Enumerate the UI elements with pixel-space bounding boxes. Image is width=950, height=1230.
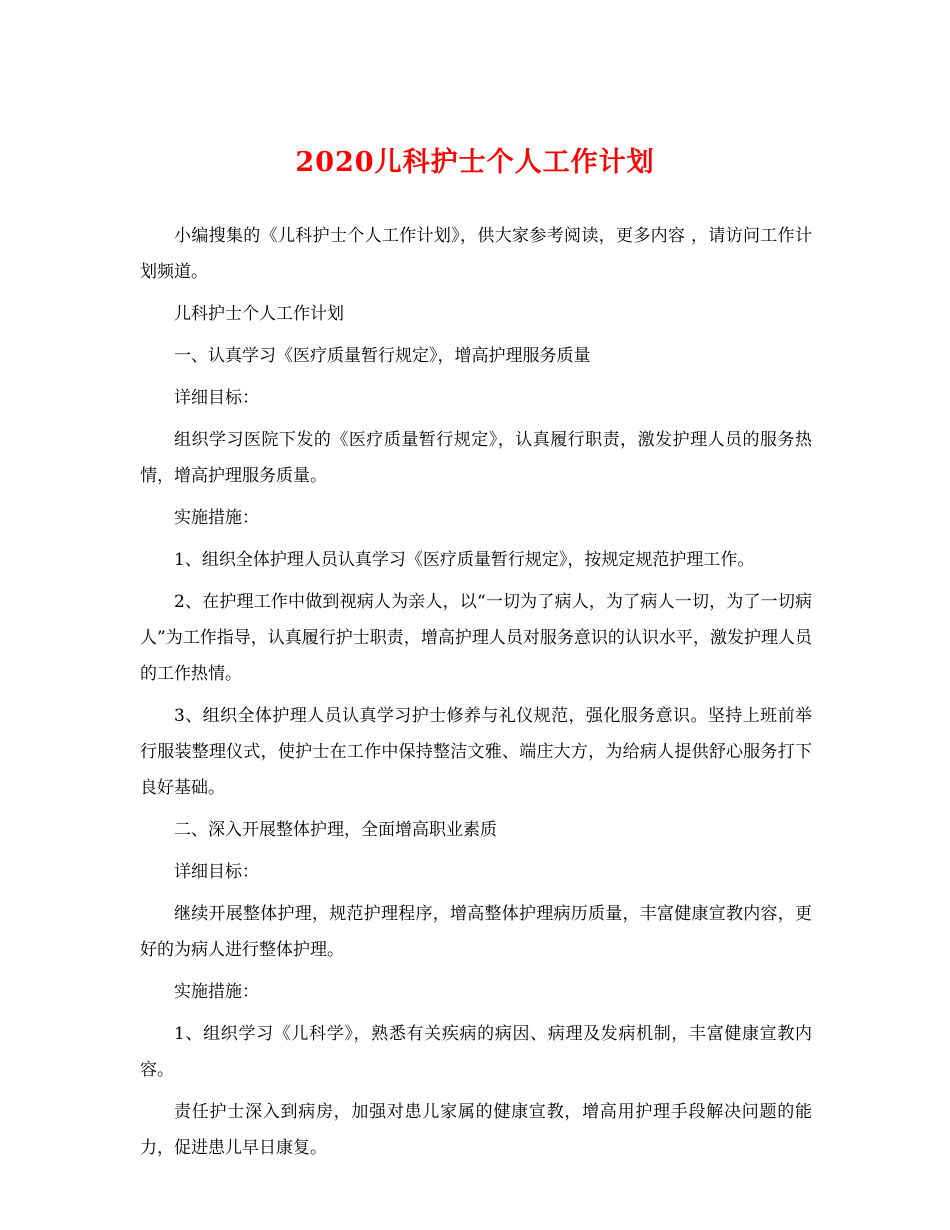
- goal-label-1: 详细目标：: [174, 388, 259, 408]
- measure-item-1-1: 1、组织全体护理人员认真学习《医疗质量暂行规定》，按规定规范护理工作。: [174, 550, 755, 570]
- measures-label-1: 实施措施：: [174, 508, 259, 528]
- section-heading-2: 二、深入开展整体护理，全面增高职业素质: [174, 820, 497, 840]
- measure-item-2-1: 1、组织学习《儿科学》，熟悉有关疾病的病因、病理及发病机制，丰富健康宣教内容。: [140, 1024, 812, 1080]
- section-heading-1: 一、认真学习《医疗质量暂行规定》，增高护理服务质量: [174, 346, 591, 366]
- measure-item-1-3: 3、组织全体护理人员认真学习护士修养与礼仪规范，强化服务意识。坚持上班前举行服装整理仪式，使护士在工作中保持整洁文雅、端庄大方，为给病人提供舒心服务打下良好基础。: [140, 706, 812, 798]
- closing-paragraph: 责任护士深入到病房，加强对患儿家属的健康宣教，增高用护理手段解决问题的能力，促进患儿早日康复。: [140, 1102, 812, 1158]
- intro-paragraph: 小编搜集的《儿科护士个人工作计划》，供大家参考阅读，更多内容 ，请访问工作计划频道。: [140, 226, 812, 282]
- document-body: [140, 218, 812, 1172]
- goal-label-2: 详细目标：: [174, 862, 259, 882]
- measures-label-2: 实施措施：: [174, 982, 259, 1002]
- document-title: 2020儿科护士个人工作计划: [295, 147, 655, 178]
- subtitle-paragraph: 儿科护士个人工作计划: [174, 304, 344, 324]
- measure-item-1-2: 2、在护理工作中做到视病人为亲人，以“一切为了病人，为了病人一切，为了一切病人”为工作指导，认真履行护士职责，增高护理人员对服务意识的认识水平，激发护理人员的工作热情。: [140, 592, 812, 684]
- goal-text-1: 组织学习医院下发的《医疗质量暂行规定》，认真履行职责，激发护理人员的服务热情，增高护理服务质量。: [140, 430, 812, 486]
- goal-text-2: 继续开展整体护理，规范护理程序，增高整体护理病历质量，丰富健康宣教内容，更好的为病人进行整体护理。: [140, 904, 812, 960]
